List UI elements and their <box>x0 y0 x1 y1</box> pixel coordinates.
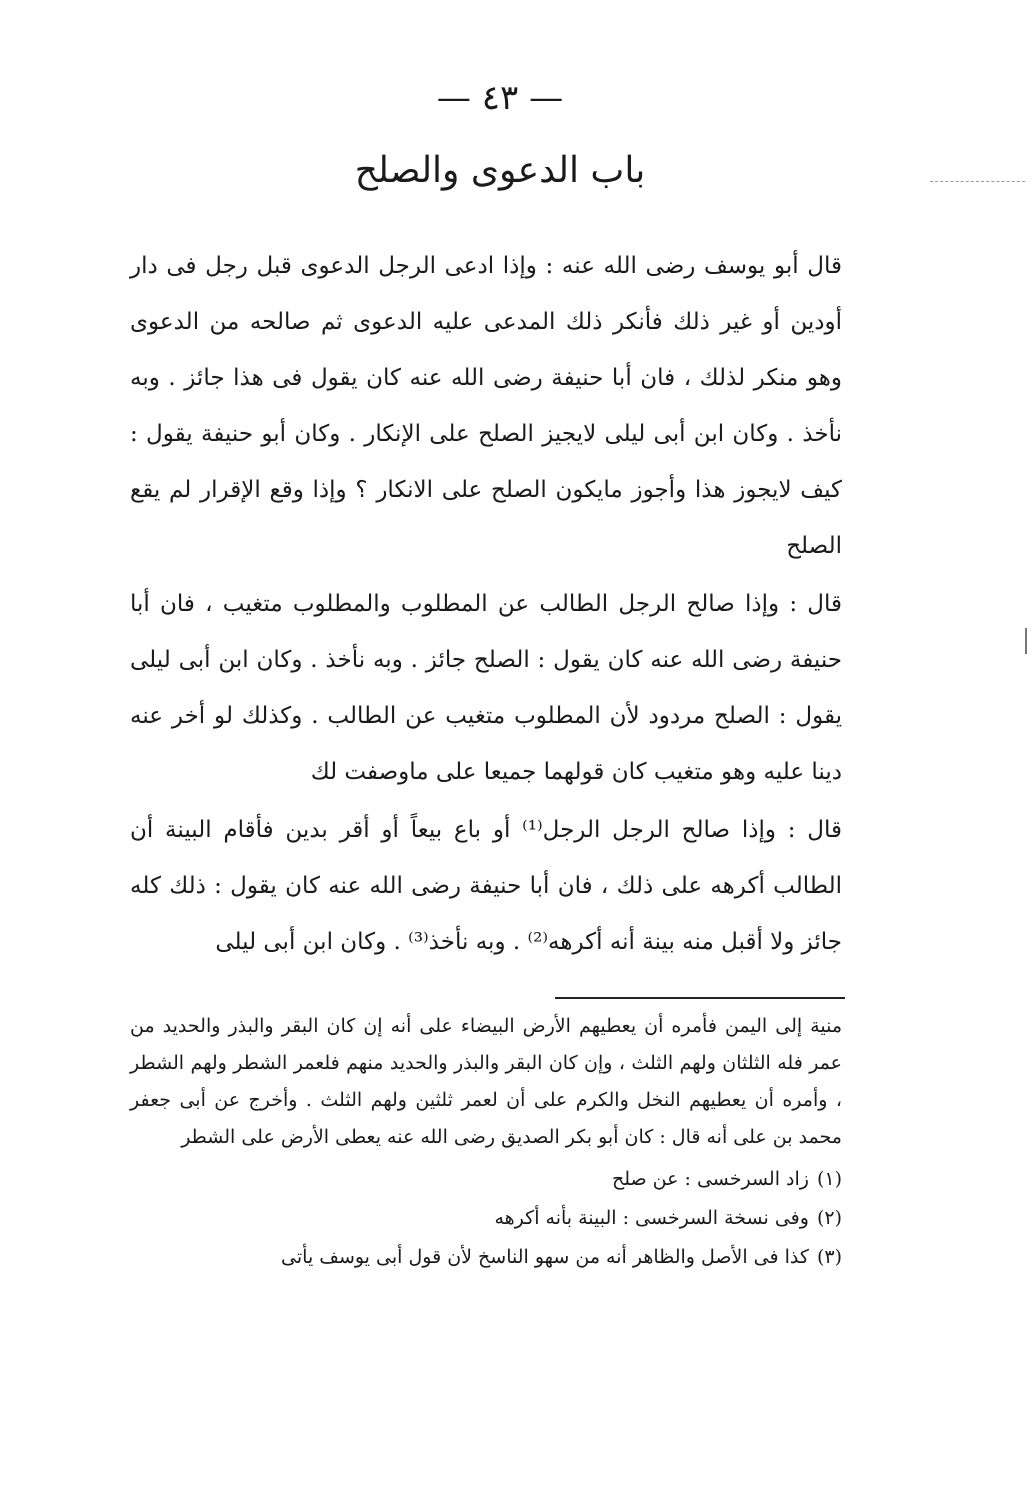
footnote-item <box>130 1238 842 1277</box>
page-number: — ٤٣ — <box>436 78 564 118</box>
footnote-text: وفى نسخة السرخسى : البينة بأنه أكرهه <box>494 1207 809 1229</box>
footnote-item <box>130 1199 842 1238</box>
paragraph: قال : وإذا صالح الرجل الطالب عن المطلوب والمطلوب متغيب ، فان أبا حنيفة رضى الله عنه كان يقول : الصلح جائز . وبه نأخذ . وكان ابن أبى ليلى يقول : الصلح مردود لأن المطلوب متغيب عن الطالب . وكذلك لو أخر عنه دينا عليه وهو متغيب كان قولهما جميعا على ماوصفت لك <box>130 591 842 785</box>
footnote-number: (٢) <box>816 1207 842 1229</box>
paragraph: قال أبو يوسف رضى الله عنه : وإذا ادعى الرجل الدعوى قبل رجل فى دار أودين أو غير ذلك فأنكر ذلك المدعى عليه الدعوى ثم صالحه من الدعوى وهو منكر لذلك ، فان أبا حنيفة رضى الله عنه كان يقول فى هذا جائز . وبه نأخذ . وكان ابن أبى ليلى لايجيز الصلح على الإنكار . وكان أبو حنيفة يقول : كيف لايجوز هذا وأجوز مايكون الصلح على الانكار ؟ وإذا وقع الإقرار لم يقع الصلح <box>130 253 842 559</box>
scan-edge-mark <box>930 181 1025 182</box>
footnote-list <box>130 1160 842 1277</box>
footnote-continuation: منية إلى اليمن فأمره أن يعطيهم الأرض البيضاء على أنه إن كان البقر والبذر والحديد من عمر فله الثلثان ولهم الثلث ، وإن كان البقر والبذر والحديد منهم فلعمر الشطر ولهم الشطر ، وأمره أن يعطيهم النخل والكرم على أن لعمر ثلثين ولهم الثلث . وأخرج عن أبى جعفر محمد بن على أنه قال : كان أبو بكر الصديق رضى الله عنه يعطى الأرض على الشطر <box>130 1015 842 1148</box>
footnote-number: (١) <box>816 1168 842 1190</box>
footnote-number: (٣) <box>816 1246 842 1268</box>
footnote-item <box>130 1160 842 1199</box>
main-text <box>130 238 842 970</box>
scan-edge-mark <box>1025 628 1027 654</box>
footnote-text: كذا فى الأصل والظاهر أنه من سهو الناسخ لأن قول أبى يوسف يأتى <box>281 1246 809 1268</box>
paragraph: قال : وإذا صالح الرجل الرجل⁽¹⁾ أو باع بيعاً أو أقر بدين فأقام البينة أن الطالب أكرهه على ذلك ، فان أبا حنيفة رضى الله عنه كان يقول : ذلك كله جائز ولا أقبل منه بينة أنه أكرهه⁽²⁾ . وبه نأخذ⁽³⁾ . وكان ابن أبى ليلى <box>130 817 842 955</box>
chapter-title: باب الدعوى والصلح <box>354 150 646 191</box>
footnote-separator <box>555 997 845 999</box>
footnote-text: زاد السرخسى : عن صلح <box>611 1168 809 1190</box>
footnotes <box>130 1008 842 1277</box>
